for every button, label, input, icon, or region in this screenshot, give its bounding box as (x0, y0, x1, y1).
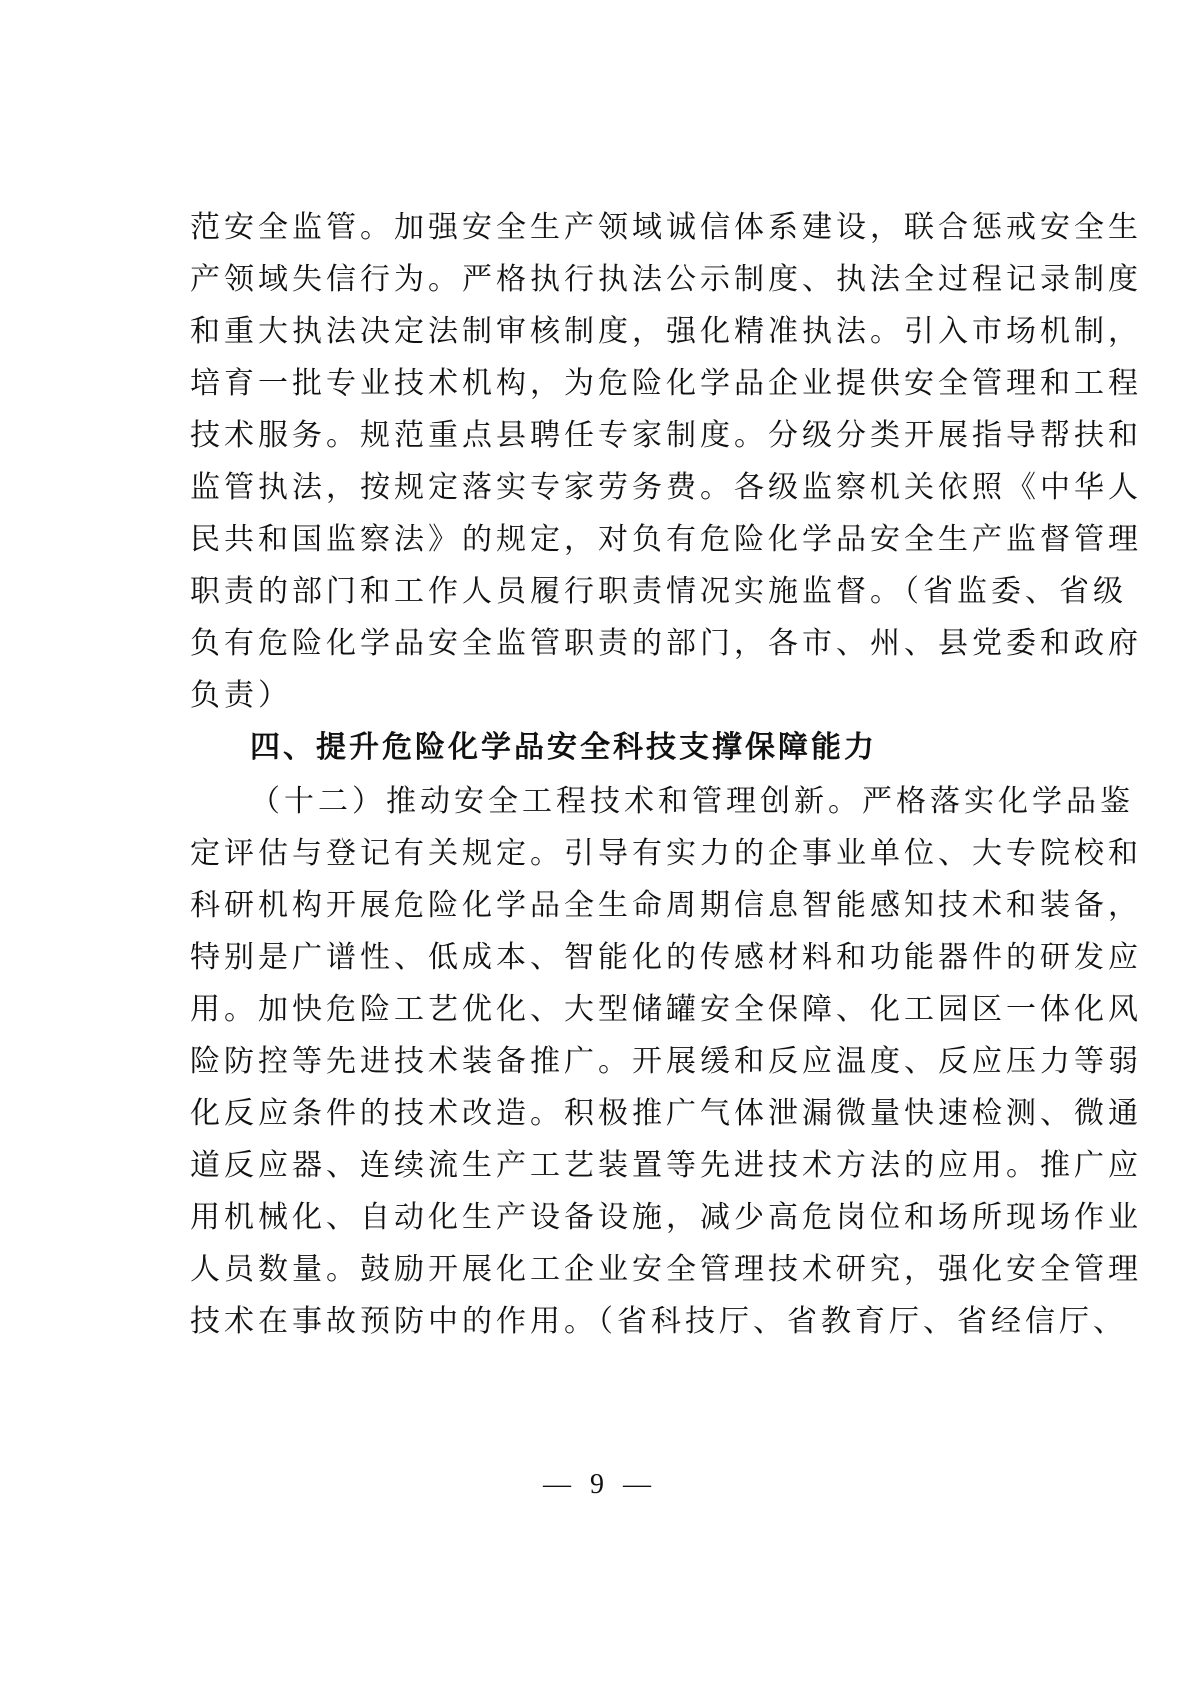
paragraph-line: 化反应条件的技术改造。积极推广气体泄漏微量快速检测、微通 (190, 1096, 1142, 1131)
paragraph-line: 科研机构开展危险化学品全生命周期信息智能感知技术和装备， (190, 888, 1142, 923)
paragraph-line: 负有危险化学品安全监管职责的部门，各市、州、县党委和政府 (190, 626, 1142, 661)
paragraph-line: 负责） (190, 678, 292, 713)
paragraph-line: 民共和国监察法》的规定，对负有危险化学品安全生产监督管理 (190, 522, 1142, 557)
paragraph-line: 道反应器、连续流生产工艺装置等先进技术方法的应用。推广应 (190, 1148, 1142, 1183)
paragraph-line: 人员数量。鼓励开展化工企业安全管理技术研究，强化安全管理 (190, 1252, 1142, 1287)
paragraph-line: 产领域失信行为。严格执行执法公示制度、执法全过程记录制度 (190, 262, 1142, 297)
paragraph-line: 范安全监管。加强安全生产领域诚信体系建设，联合惩戒安全生 (190, 210, 1142, 245)
paragraph-line: 监管执法，按规定落实专家劳务费。各级监察机关依照《中华人 (190, 470, 1142, 505)
paragraph-line: 培育一批专业技术机构，为危险化学品企业提供安全管理和工程 (190, 366, 1142, 401)
paragraph-line: （十二）推动安全工程技术和管理创新。严格落实化学品鉴 (250, 784, 1134, 819)
paragraph-line: 用机械化、自动化生产设备设施，减少高危岗位和场所现场作业 (190, 1200, 1142, 1235)
paragraph-line: 用。加快危险工艺优化、大型储罐安全保障、化工园区一体化风 (190, 992, 1142, 1027)
paragraph-line: 技术在事故预防中的作用。（省科技厅、省教育厅、省经信厅、 (190, 1304, 1127, 1339)
paragraph-line: 定评估与登记有关规定。引导有实力的企事业单位、大专院校和 (190, 836, 1142, 871)
paragraph-line: 特别是广谱性、低成本、智能化的传感材料和功能器件的研发应 (190, 940, 1142, 975)
section-heading: 四、提升危险化学品安全科技支撑保障能力 (250, 730, 877, 765)
paragraph-line: 险防控等先进技术装备推广。开展缓和反应温度、反应压力等弱 (190, 1044, 1142, 1079)
page-number: — 9 — (543, 1469, 657, 1500)
paragraph-line: 技术服务。规范重点县聘任专家制度。分级分类开展指导帮扶和 (190, 418, 1142, 453)
paragraph-line: 和重大执法决定法制审核制度，强化精准执法。引入市场机制， (190, 314, 1142, 349)
paragraph-line: 职责的部门和工作人员履行职责情况实施监督。（省监委、省级 (190, 574, 1127, 609)
